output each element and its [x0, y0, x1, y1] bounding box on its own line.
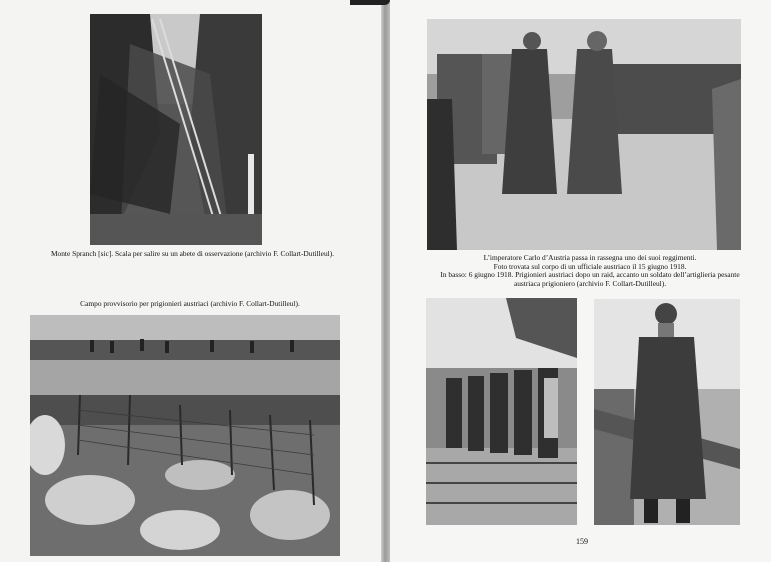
photo-observation-fir-ladder — [90, 14, 262, 245]
binding-mark — [350, 0, 390, 5]
caption-prison-camp: Campo provvisorio per prigionieri austriaci (archivio F. Collart-Dutilleul). — [80, 299, 300, 308]
book-gutter — [381, 0, 390, 562]
photo-prison-camp — [30, 315, 340, 556]
photo-artillery-soldier — [594, 299, 740, 525]
caption-emperor-review: L’imperatore Carlo d’Austria passa in rassegna uno dei suoi reggimenti. Foto trovata sul corpo di un ufficiale austriaco il 15 giugno 1918. In basso: 6 giugno 1918. Prigionieri austriaci dopo un raid, accanto un soldato dell’artiglieria pesante austriaca prigioniero (archivio F. Collart-Dutilleul). — [440, 253, 740, 288]
caption-observation-fir: Monte Spranch [sic]. Scala per salire su un abete di osservazione (archivio F. Collart-Dutilleul). — [50, 249, 335, 258]
page-number: 159 — [576, 537, 588, 546]
photo-emperor-review — [427, 19, 741, 250]
photo-prisoners-after-raid — [426, 298, 577, 525]
